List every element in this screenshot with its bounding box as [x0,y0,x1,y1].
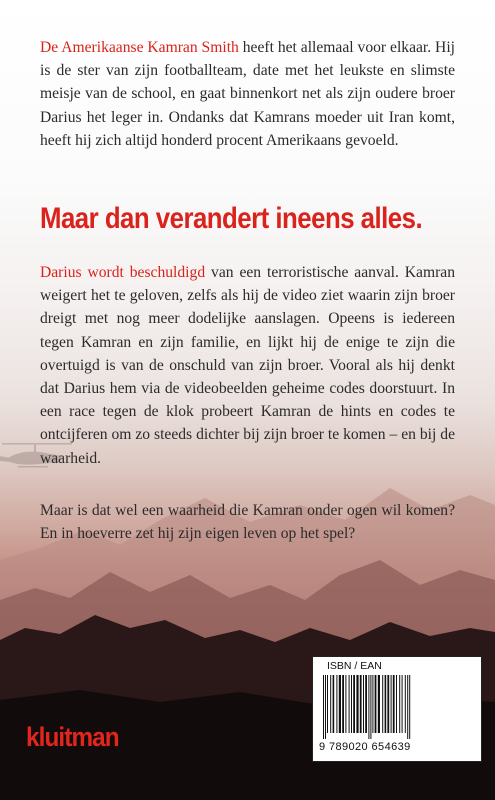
barcode-bar [330,675,331,733]
barcode-bar [356,675,358,733]
isbn-digits: 9 789020 654639 [319,741,411,753]
closing-paragraph: Maar is dat wel een waarheid die Kamran onder ogen wil komen? En in hoeverre zet hij zijn eigen leven op het spel? [40,502,455,543]
barcode-bar [375,675,377,733]
plot-paragraph [40,261,455,470]
barcode-bar [399,675,400,733]
intro-highlight: De Amerikaanse Kamran Smith [40,39,239,56]
barcode-bar [349,675,350,733]
barcode-bar [339,675,341,733]
barcode-bar [323,675,324,739]
barcode-bar [396,675,397,733]
barcode-bar [345,675,346,733]
barcode-bar [365,675,367,733]
barcode-bar [372,675,373,733]
barcode-bar [402,675,403,733]
barcode-bar [409,675,410,739]
barcode-bar [405,675,406,733]
barcode-bar [370,675,371,739]
barcode-bar [393,675,395,733]
barcode-bar [382,675,383,733]
barcode-bar [363,675,364,733]
barcode-bar [368,675,369,739]
barcode-bar [407,675,408,739]
barcode-bar [378,675,380,733]
barcode-bar [353,675,355,733]
barcode-bars [317,675,477,739]
plot-highlight: Darius wordt beschuldigd [40,264,206,281]
barcode-bar [333,675,335,733]
barcode-bar [360,675,362,733]
tagline-headline: Maar dan verandert ineens alles. [40,202,423,235]
barcode-panel [312,656,482,762]
barcode-bar [342,675,344,733]
barcode-bar [391,675,392,733]
barcode-bar [351,675,352,733]
plot-text: van een terroristische aanval. Kamran weigert het te geloven, zelfs als hij de video ziet waarin zijn broer dreigt met nog meer dodelijke aanslagen. Opeens is iedereen tegen Kamran en zijn familie, en lijkt hij de enige te zijn die overtuigd is van de onschuld van zijn broer. Vooral als hij denkt dat Darius hem via de videobeelden geheime codes doorstuurt. In een race tegen de klok probeert Kamran de hints en codes te ontcijferen om zo steeds dichter bij zijn broer te komen – en bij de waarheid. [40,264,455,467]
isbn-label: ISBN / EAN [327,660,382,672]
barcode-bar [385,675,387,733]
intro-text: heeft het allemaal voor elkaar. Hij is de ster van zijn footballteam, date met het leukste en slimste meisje van de school, en gaat binnenkort net als zijn oudere broer Darius het leger in. Ondanks dat Kamrans moeder uit Iran komt, heeft hij zich altijd honderd procent Amerikaans gevoeld. [40,39,455,149]
barcode-bar [336,675,337,733]
intro-paragraph [40,36,455,152]
barcode-bar [387,675,389,733]
barcode-bar [327,675,328,733]
publisher-logo: kluitman [26,722,119,752]
barcode-bar [325,675,326,739]
